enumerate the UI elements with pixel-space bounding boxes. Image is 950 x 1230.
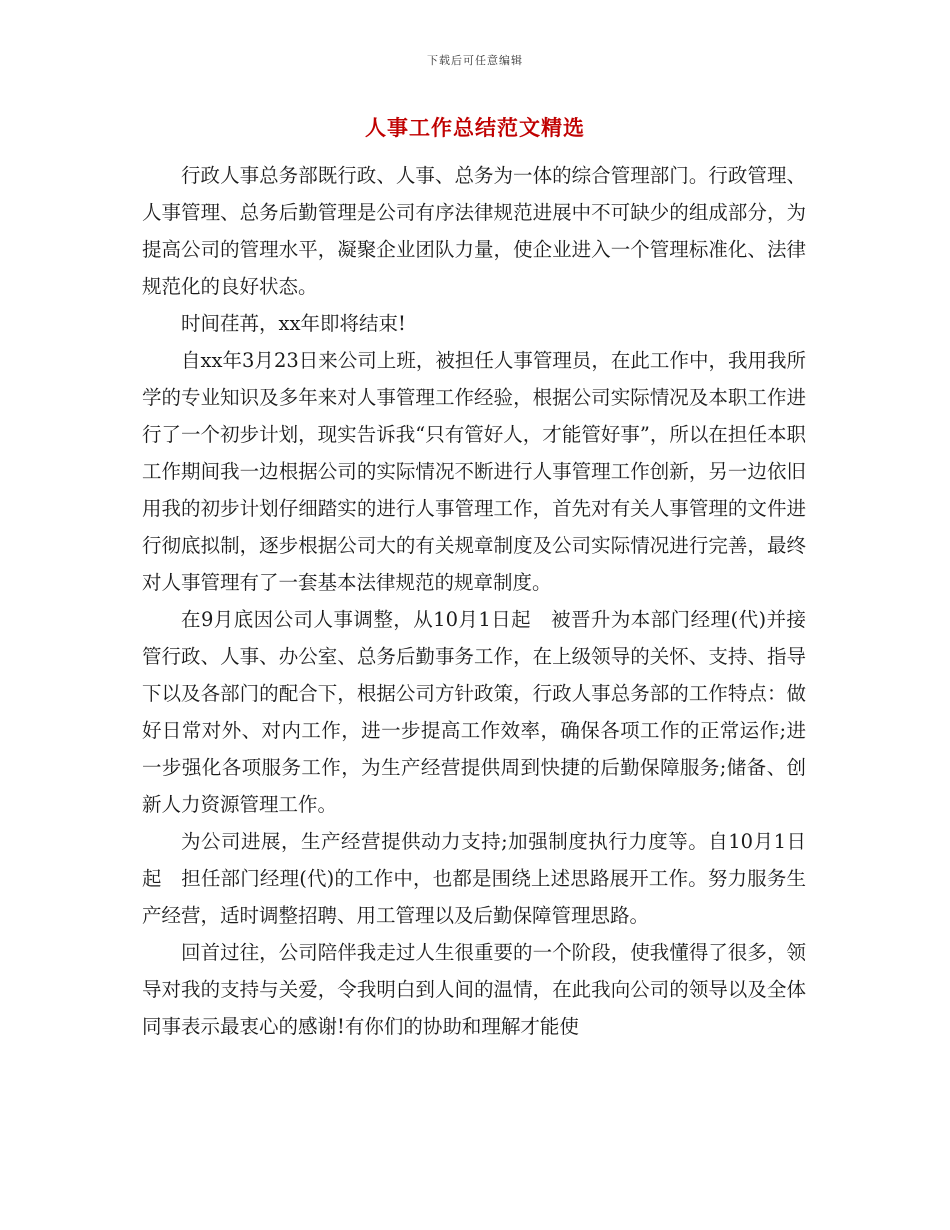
paragraph: 为公司进展，生产经营提供动力支持;加强制度执行力度等。自10月1日起 担任部门经理(代)的工作中，也都是围绕上述思路展开工作。努力服务生产经营，适时调整招聘、用工管理以及后勤保障管理思路。 [142,830,806,927]
paragraph: 时间荏苒，xx年即将结束! [181,312,406,335]
paragraph: 自xx年3月23日来公司上班，被担任人事管理员，在此工作中，我用我所学的专业知识及多年来对人事管理工作经验，根据公司实际情况及本职工作进行了一个初步计划，现实告诉我“只有管好人，才能管好事”，所以在担任本职工作期间我一边根据公司的实际情况不断进行人事管理工作创新，另一边依旧用我的初步计划仔细踏实的进行人事管理工作，首先对有关人事管理的文件进行彻底拟制，逐步根据公司大的有关规章制度及公司实际情况进行完善，最终对人事管理有了一套基本法律规范的规章制度。 [142,349,806,594]
header-note: 下载后可任意编辑 [427,54,523,67]
document-title: 人事工作总结范文精选 [365,115,585,140]
paragraph: 回首过往，公司陪伴我走过人生很重要的一个阶段，使我懂得了很多，领导对我的支持与关爱，令我明白到人间的温情，在此我向公司的领导以及全体同事表示最衷心的感谢!有你们的协助和理解才能使 [142,941,806,1038]
paragraph: 在9月底因公司人事调整，从10月1日起 被晋升为本部门经理(代)并接管行政、人事、办公室、总务后勤事务工作，在上级领导的关怀、支持、指导下以及各部门的配合下，根据公司方针政策，行政人事总务部的工作特点：做好日常对外、对内工作，进一步提高工作效率，确保各项工作的正常运作;进一步强化各项服务工作，为生产经营提供周到快捷的后勤保障服务;储备、创新人力资源管理工作。 [142,608,806,816]
document-body [142,157,806,1045]
paragraph: 行政人事总务部既行政、人事、总务为一体的综合管理部门。行政管理、人事管理、总务后勤管理是公司有序法律规范进展中不可缺少的组成部分，为提高公司的管理水平，凝聚企业团队力量，使企业进入一个管理标准化、法律规范化的良好状态。 [142,164,806,298]
